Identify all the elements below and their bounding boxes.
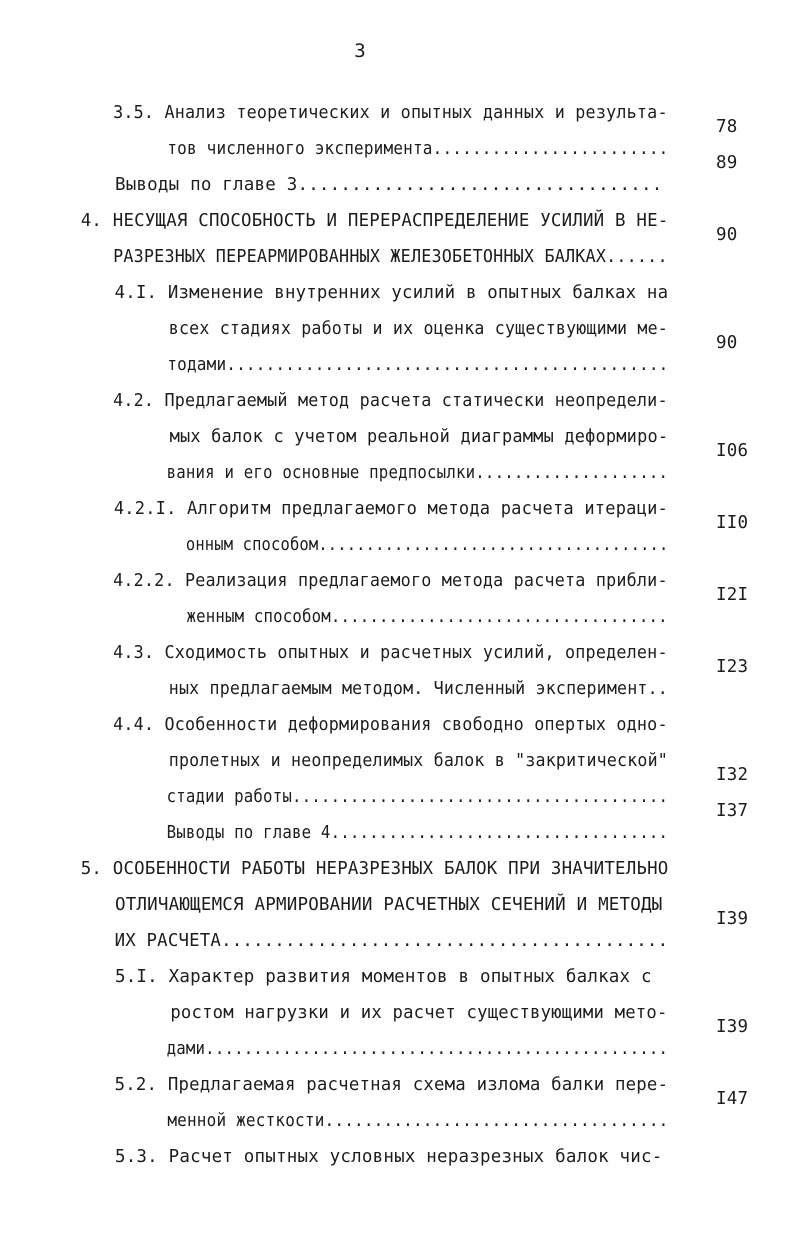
toc-page-number: I39 [716, 1017, 749, 1037]
toc-text: мых балок с учетом реальной диаграммы деформиро- [169, 427, 669, 447]
toc-text: пролетных и неопределимых балок в "закритической" [168, 751, 668, 771]
toc-page-number: 90 [716, 333, 738, 353]
toc-text: вания и его основные предпосылки.................... [166, 463, 669, 483]
toc-text: ИХ РАСЧЕТА.......................................... [114, 931, 669, 951]
toc-page-number: I2I [716, 585, 749, 605]
toc-page-number: I32 [716, 765, 749, 785]
toc-text: 4.2. Предлагаемый метод расчета статически неопредели- [113, 391, 668, 411]
toc-text: ных предлагаемым методом. Численный эксперимент.. [168, 679, 668, 699]
toc-page-number: I06 [716, 441, 749, 461]
toc-text: 4.4. Особенности деформирования свободно опертых одно- [113, 715, 668, 735]
toc-page-number: 78 [716, 117, 738, 137]
page-number: 3 [354, 40, 366, 62]
toc-text: 4. НЕСУЩАЯ СПОСОБНОСТЬ И ПЕРЕРАСПРЕДЕЛЕНИЕ УСИЛИЙ В НЕ- [80, 211, 669, 231]
toc-page-number: I37 [716, 801, 749, 821]
toc-page-number: 89 [716, 153, 738, 173]
toc-text: 5.2. Предлагаемая расчетная схема излома балки пере- [114, 1075, 669, 1095]
toc-text: ростом нагрузки и их расчет существующими мето- [170, 1003, 668, 1023]
toc-page-number: 90 [716, 225, 738, 245]
toc-text: 5.3. Расчет опытных условных неразрезных балок чис- [114, 1147, 663, 1167]
toc-line [72, 1124, 662, 1190]
toc-text: РАЗРЕЗНЫХ ПЕРЕАРМИРОВАННЫХ ЖЕЛЕЗОБЕТОННЫХ БАЛКАХ...... [113, 247, 668, 267]
toc-page-number: I23 [716, 657, 749, 677]
toc-text: 4.2.2. Реализация предлагаемого метода расчета прибли- [113, 571, 668, 591]
toc-text: тов численного эксперимента........................ [167, 139, 669, 159]
toc-text: Выводы по главе 3.................................. [114, 175, 663, 195]
toc-page-number: II0 [716, 513, 749, 533]
toc-page-number: I47 [716, 1089, 749, 1109]
toc-text: тодами............................................. [167, 355, 669, 375]
toc-text: Выводы по главе 4................................... [166, 823, 669, 843]
toc-text: менной жесткости................................... [167, 1111, 669, 1131]
toc-page-number: I39 [716, 909, 749, 929]
toc-text: онным способом..................................... [185, 535, 669, 555]
toc-text: женным способом................................... [186, 607, 668, 627]
toc-text: стадии работы....................................... [166, 787, 669, 807]
toc-text: 4.2.I. Алгоритм предлагаемого метода расчета итераци- [113, 499, 668, 519]
toc-text: дами................................................ [166, 1039, 669, 1059]
toc-text: 5. ОСОБЕННОСТИ РАБОТЫ НЕРАЗРЕЗНЫХ БАЛОК ПРИ ЗНАЧИТЕЛЬНО [80, 859, 669, 879]
toc-text: ОТЛИЧАЮЩЕМСЯ АРМИРОВАНИИ РАСЧЕТНЫХ СЕЧЕНИЙ И МЕТОДЫ [114, 895, 663, 915]
toc-text: 5.I. Характер развития моментов в опытных балках с [114, 967, 652, 987]
toc-text: 4.3. Сходимость опытных и расчетных усилий, определен- [113, 643, 668, 663]
toc-text: всех стадиях работы и их оценка существующими ме- [168, 319, 668, 339]
toc-text: 3.5. Анализ теоретических и опытных данных и результа- [113, 103, 668, 123]
toc-text: 4.I. Изменение внутренних усилий в опытных балках на [114, 283, 669, 303]
